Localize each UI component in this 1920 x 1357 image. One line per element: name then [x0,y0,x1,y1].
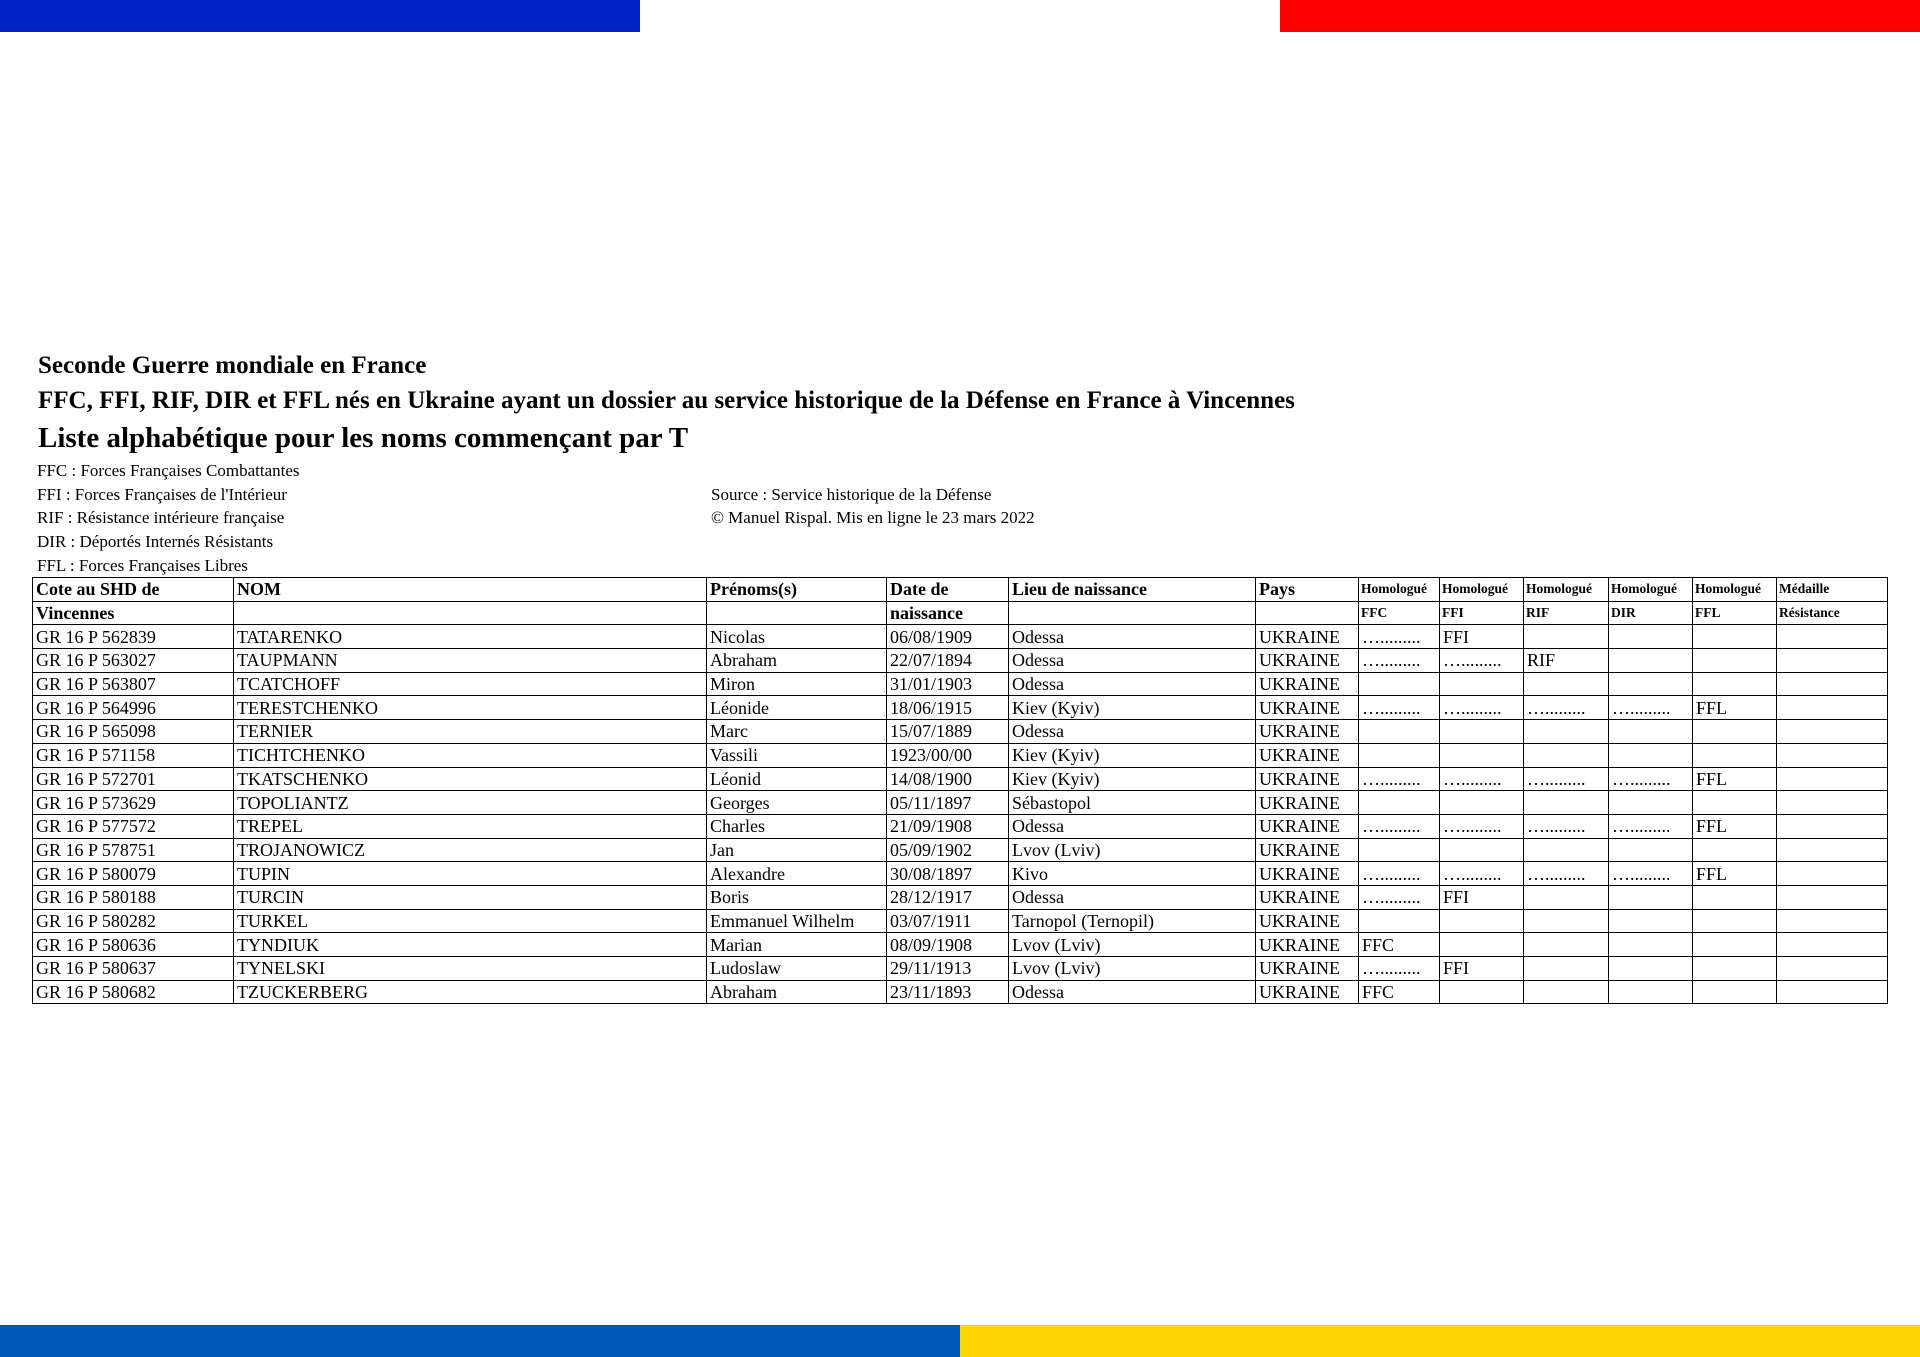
table-cell: FFI [1440,957,1524,981]
table-cell: 22/07/1894 [887,649,1009,673]
table-cell [1440,980,1524,1004]
table-cell: Kiev (Kyiv) [1009,767,1256,791]
table-cell [1777,672,1888,696]
table-cell: FFC [1359,980,1440,1004]
table-cell: 28/12/1917 [887,885,1009,909]
table-cell: TURCIN [234,885,707,909]
table-row [33,791,1888,815]
table-cell: Léonid [707,767,887,791]
table-cell: Charles [707,814,887,838]
table-cell [1777,909,1888,933]
table-cell: UKRAINE [1256,980,1359,1004]
table-cell [1359,743,1440,767]
table-cell: FFL [1693,814,1777,838]
table-cell: 08/09/1908 [887,933,1009,957]
table-cell: …......... [1524,814,1609,838]
table-cell [1777,980,1888,1004]
table-cell: TOPOLIANTZ [234,791,707,815]
table-cell: TERNIER [234,720,707,744]
table-cell: Alexandre [707,862,887,886]
table-cell: UKRAINE [1256,885,1359,909]
table-cell [1777,743,1888,767]
table-cell [1524,885,1609,909]
table-cell [1524,743,1609,767]
table-cell: TERESTCHENKO [234,696,707,720]
header-cell [1009,601,1256,625]
table-cell: …......... [1359,649,1440,673]
header-cell: Cote au SHD de [33,578,234,602]
table-cell: GR 16 P 580282 [33,909,234,933]
table-cell [1777,791,1888,815]
table-cell [1777,625,1888,649]
table-cell [1693,933,1777,957]
table-cell: GR 16 P 562839 [33,625,234,649]
table-cell [1440,838,1524,862]
table-cell [1777,957,1888,981]
table-cell [1693,885,1777,909]
table-cell: …......... [1609,814,1693,838]
table-cell [1609,720,1693,744]
table-cell [1524,933,1609,957]
table-cell [1777,696,1888,720]
table-cell: Odessa [1009,649,1256,673]
table-cell: 31/01/1903 [887,672,1009,696]
table-cell: Sébastopol [1009,791,1256,815]
table-cell [1609,649,1693,673]
table-cell: 05/09/1902 [887,838,1009,862]
bottom-left-blue-band [0,1325,960,1357]
table-cell: GR 16 P 572701 [33,767,234,791]
table-cell: Odessa [1009,885,1256,909]
table-row [33,862,1888,886]
table-cell: GR 16 P 563027 [33,649,234,673]
table-cell: GR 16 P 580188 [33,885,234,909]
table-cell [1693,838,1777,862]
table-cell: UKRAINE [1256,696,1359,720]
table-cell: Kiev (Kyiv) [1009,696,1256,720]
table-cell: FFC [1359,933,1440,957]
table-cell: UKRAINE [1256,814,1359,838]
table-row [33,649,1888,673]
table-cell: Kivo [1009,862,1256,886]
table-cell: …......... [1359,625,1440,649]
table-cell: GR 16 P 563807 [33,672,234,696]
table-cell: GR 16 P 571158 [33,743,234,767]
table-cell: GR 16 P 578751 [33,838,234,862]
table-row [33,696,1888,720]
table-cell [1693,743,1777,767]
table-cell: UKRAINE [1256,957,1359,981]
header-cell: Homologué [1693,578,1777,602]
table-cell: …......... [1609,696,1693,720]
table-cell: …......... [1524,862,1609,886]
header-cell: Prénoms(s) [707,578,887,602]
roster-table [32,577,1888,1004]
table-cell: Kiev (Kyiv) [1009,743,1256,767]
table-cell [1524,720,1609,744]
table-cell [1524,909,1609,933]
table-row [33,957,1888,981]
table-cell: 18/06/1915 [887,696,1009,720]
header-cell [1256,601,1359,625]
header-cell: Homologué [1524,578,1609,602]
table-cell [1440,720,1524,744]
table-cell [1359,838,1440,862]
table-cell: FFL [1693,862,1777,886]
table-cell: Tarnopol (Ternopil) [1009,909,1256,933]
table-cell: Odessa [1009,980,1256,1004]
table-cell [1609,791,1693,815]
table-cell: UKRAINE [1256,649,1359,673]
table-cell: GR 16 P 564996 [33,696,234,720]
table-cell [1693,672,1777,696]
table-cell: GR 16 P 565098 [33,720,234,744]
table-cell: Emmanuel Wilhelm [707,909,887,933]
table-cell: UKRAINE [1256,933,1359,957]
table-cell [1359,791,1440,815]
header-cell: Homologué [1609,578,1693,602]
table-cell: …......... [1359,885,1440,909]
table-cell: GR 16 P 580682 [33,980,234,1004]
table-cell: Lvov (Lviv) [1009,838,1256,862]
table-cell: UKRAINE [1256,672,1359,696]
table-cell [1777,885,1888,909]
table-cell [1440,672,1524,696]
header-cell [234,601,707,625]
table-row [33,909,1888,933]
table-cell: Lvov (Lviv) [1009,933,1256,957]
table-cell [1609,933,1693,957]
header-cell: RIF [1524,601,1609,625]
table-cell [1440,791,1524,815]
table-row [33,814,1888,838]
table-cell: TCATCHOFF [234,672,707,696]
table-cell: UKRAINE [1256,720,1359,744]
table-cell: UKRAINE [1256,767,1359,791]
table-cell: TICHTCHENKO [234,743,707,767]
header-cell: Lieu de naissance [1009,578,1256,602]
table-cell: FFL [1693,767,1777,791]
table-cell: UKRAINE [1256,625,1359,649]
table-cell [1524,838,1609,862]
header-cell: FFL [1693,601,1777,625]
page-title-line-2: FFC, FFI, RIF, DIR et FFL nés en Ukraine ayant un dossier au service historique de la Défense en France à Vincennes [38,387,1295,414]
header-cell: Date de [887,578,1009,602]
table-cell: 21/09/1908 [887,814,1009,838]
table-row [33,672,1888,696]
table-cell: TURKEL [234,909,707,933]
table-cell: TAUPMANN [234,649,707,673]
table-row [33,933,1888,957]
table-cell: Jan [707,838,887,862]
table-cell [1609,743,1693,767]
table-cell: …......... [1440,649,1524,673]
table-cell: TATARENKO [234,625,707,649]
table-cell: Abraham [707,649,887,673]
table-cell [1609,838,1693,862]
table-cell [1777,933,1888,957]
table-cell [1440,909,1524,933]
table-cell: RIF [1524,649,1609,673]
header-cell: FFI [1440,601,1524,625]
legend-rif: RIF : Résistance intérieure française [37,508,285,527]
table-cell [1524,957,1609,981]
table-cell: Nicolas [707,625,887,649]
table-cell: …......... [1440,862,1524,886]
table-cell: 06/08/1909 [887,625,1009,649]
table-cell: 14/08/1900 [887,767,1009,791]
table-cell: TKATSCHENKO [234,767,707,791]
table-cell [1524,980,1609,1004]
table-cell [1609,909,1693,933]
table-cell [1777,814,1888,838]
header-cell [707,601,887,625]
table-cell [1524,625,1609,649]
table-cell: Léonide [707,696,887,720]
table-cell [1359,672,1440,696]
table-cell: UKRAINE [1256,909,1359,933]
table-cell [1524,791,1609,815]
table-cell: 03/07/1911 [887,909,1009,933]
header-cell: Pays [1256,578,1359,602]
table-cell: TROJANOWICZ [234,838,707,862]
table-cell: Lvov (Lviv) [1009,957,1256,981]
source-note: Source : Service historique de la Défense [711,485,992,504]
table-row [33,980,1888,1004]
table-cell: …......... [1359,814,1440,838]
table-cell [1440,743,1524,767]
table-cell [1609,625,1693,649]
table-cell [1777,649,1888,673]
table-cell: FFL [1693,696,1777,720]
table-cell [1693,909,1777,933]
table-cell [1359,909,1440,933]
table-cell: Odessa [1009,814,1256,838]
table-cell [1609,885,1693,909]
table-cell [1693,649,1777,673]
table-cell [1777,862,1888,886]
table-cell: GR 16 P 573629 [33,791,234,815]
table-cell: TYNELSKI [234,957,707,981]
table-cell: 23/11/1893 [887,980,1009,1004]
header-cell: Homologué [1359,578,1440,602]
table-cell [1693,980,1777,1004]
table-cell [1609,980,1693,1004]
table-cell: …......... [1524,767,1609,791]
table-row [33,743,1888,767]
top-right-red-band [1280,0,1920,32]
header-cell: FFC [1359,601,1440,625]
table-cell: Ludoslaw [707,957,887,981]
table-cell: …......... [1440,814,1524,838]
page-title-line-3: Liste alphabétique pour les noms commençant par T [38,422,689,454]
table-cell: TZUCKERBERG [234,980,707,1004]
table-cell: Odessa [1009,625,1256,649]
table-cell: TREPEL [234,814,707,838]
header-cell: Vincennes [33,601,234,625]
table-cell: Miron [707,672,887,696]
table-cell [1359,720,1440,744]
table-cell: UKRAINE [1256,791,1359,815]
table-cell: Odessa [1009,720,1256,744]
table-cell: Georges [707,791,887,815]
table-cell [1440,933,1524,957]
header-cell: Homologué [1440,578,1524,602]
table-row [33,767,1888,791]
table-cell [1609,672,1693,696]
table-cell [1693,720,1777,744]
legend-ffi: FFI : Forces Françaises de l'Intérieur [37,485,287,504]
table-cell: …......... [1359,767,1440,791]
header-cell: NOM [234,578,707,602]
table-cell: Odessa [1009,672,1256,696]
table-cell: GR 16 P 577572 [33,814,234,838]
header-cell: naissance [887,601,1009,625]
table-cell: …......... [1359,696,1440,720]
table-cell [1777,838,1888,862]
table-cell: 29/11/1913 [887,957,1009,981]
table-cell: UKRAINE [1256,743,1359,767]
bottom-right-yellow-band [960,1325,1920,1357]
table-cell: TYNDIUK [234,933,707,957]
table-row [33,885,1888,909]
table-cell: GR 16 P 580637 [33,957,234,981]
table-cell: …......... [1524,696,1609,720]
table-cell [1609,957,1693,981]
table-cell: …......... [1359,957,1440,981]
table-cell: …......... [1609,767,1693,791]
table-cell: 1923/00/00 [887,743,1009,767]
header-row [33,601,1888,625]
table-cell: GR 16 P 580079 [33,862,234,886]
header-cell: Médaille [1777,578,1888,602]
header-cell: Résistance [1777,601,1888,625]
table-cell: Boris [707,885,887,909]
header-cell: DIR [1609,601,1693,625]
page-title-line-1: Seconde Guerre mondiale en France [38,352,427,379]
table-cell: FFI [1440,625,1524,649]
table-cell [1693,625,1777,649]
table-cell [1524,672,1609,696]
table-cell [1777,720,1888,744]
table-cell: 05/11/1897 [887,791,1009,815]
legend-dir: DIR : Déportés Internés Résistants [37,532,274,551]
table-cell: …......... [1359,862,1440,886]
table-cell: …......... [1440,696,1524,720]
table-cell [1693,791,1777,815]
table-cell: TUPIN [234,862,707,886]
table-cell: UKRAINE [1256,838,1359,862]
table-cell [1777,767,1888,791]
table-cell: Abraham [707,980,887,1004]
table-row [33,838,1888,862]
table-cell: 15/07/1889 [887,720,1009,744]
legend-ffl: FFL : Forces Françaises Libres [37,556,248,575]
table-cell: …......... [1440,767,1524,791]
header-row [33,578,1888,602]
top-left-blue-band [0,0,640,32]
table-cell: Marc [707,720,887,744]
table-row [33,720,1888,744]
copyright-note: © Manuel Rispal. Mis en ligne le 23 mars 2022 [711,508,1035,527]
legend-ffc: FFC : Forces Françaises Combattantes [37,461,300,480]
table-cell: FFI [1440,885,1524,909]
table-row [33,625,1888,649]
table-cell: UKRAINE [1256,862,1359,886]
table-cell: GR 16 P 580636 [33,933,234,957]
table-cell: 30/08/1897 [887,862,1009,886]
table-cell: Vassili [707,743,887,767]
table-cell [1693,957,1777,981]
table-cell: …......... [1609,862,1693,886]
table-cell: Marian [707,933,887,957]
